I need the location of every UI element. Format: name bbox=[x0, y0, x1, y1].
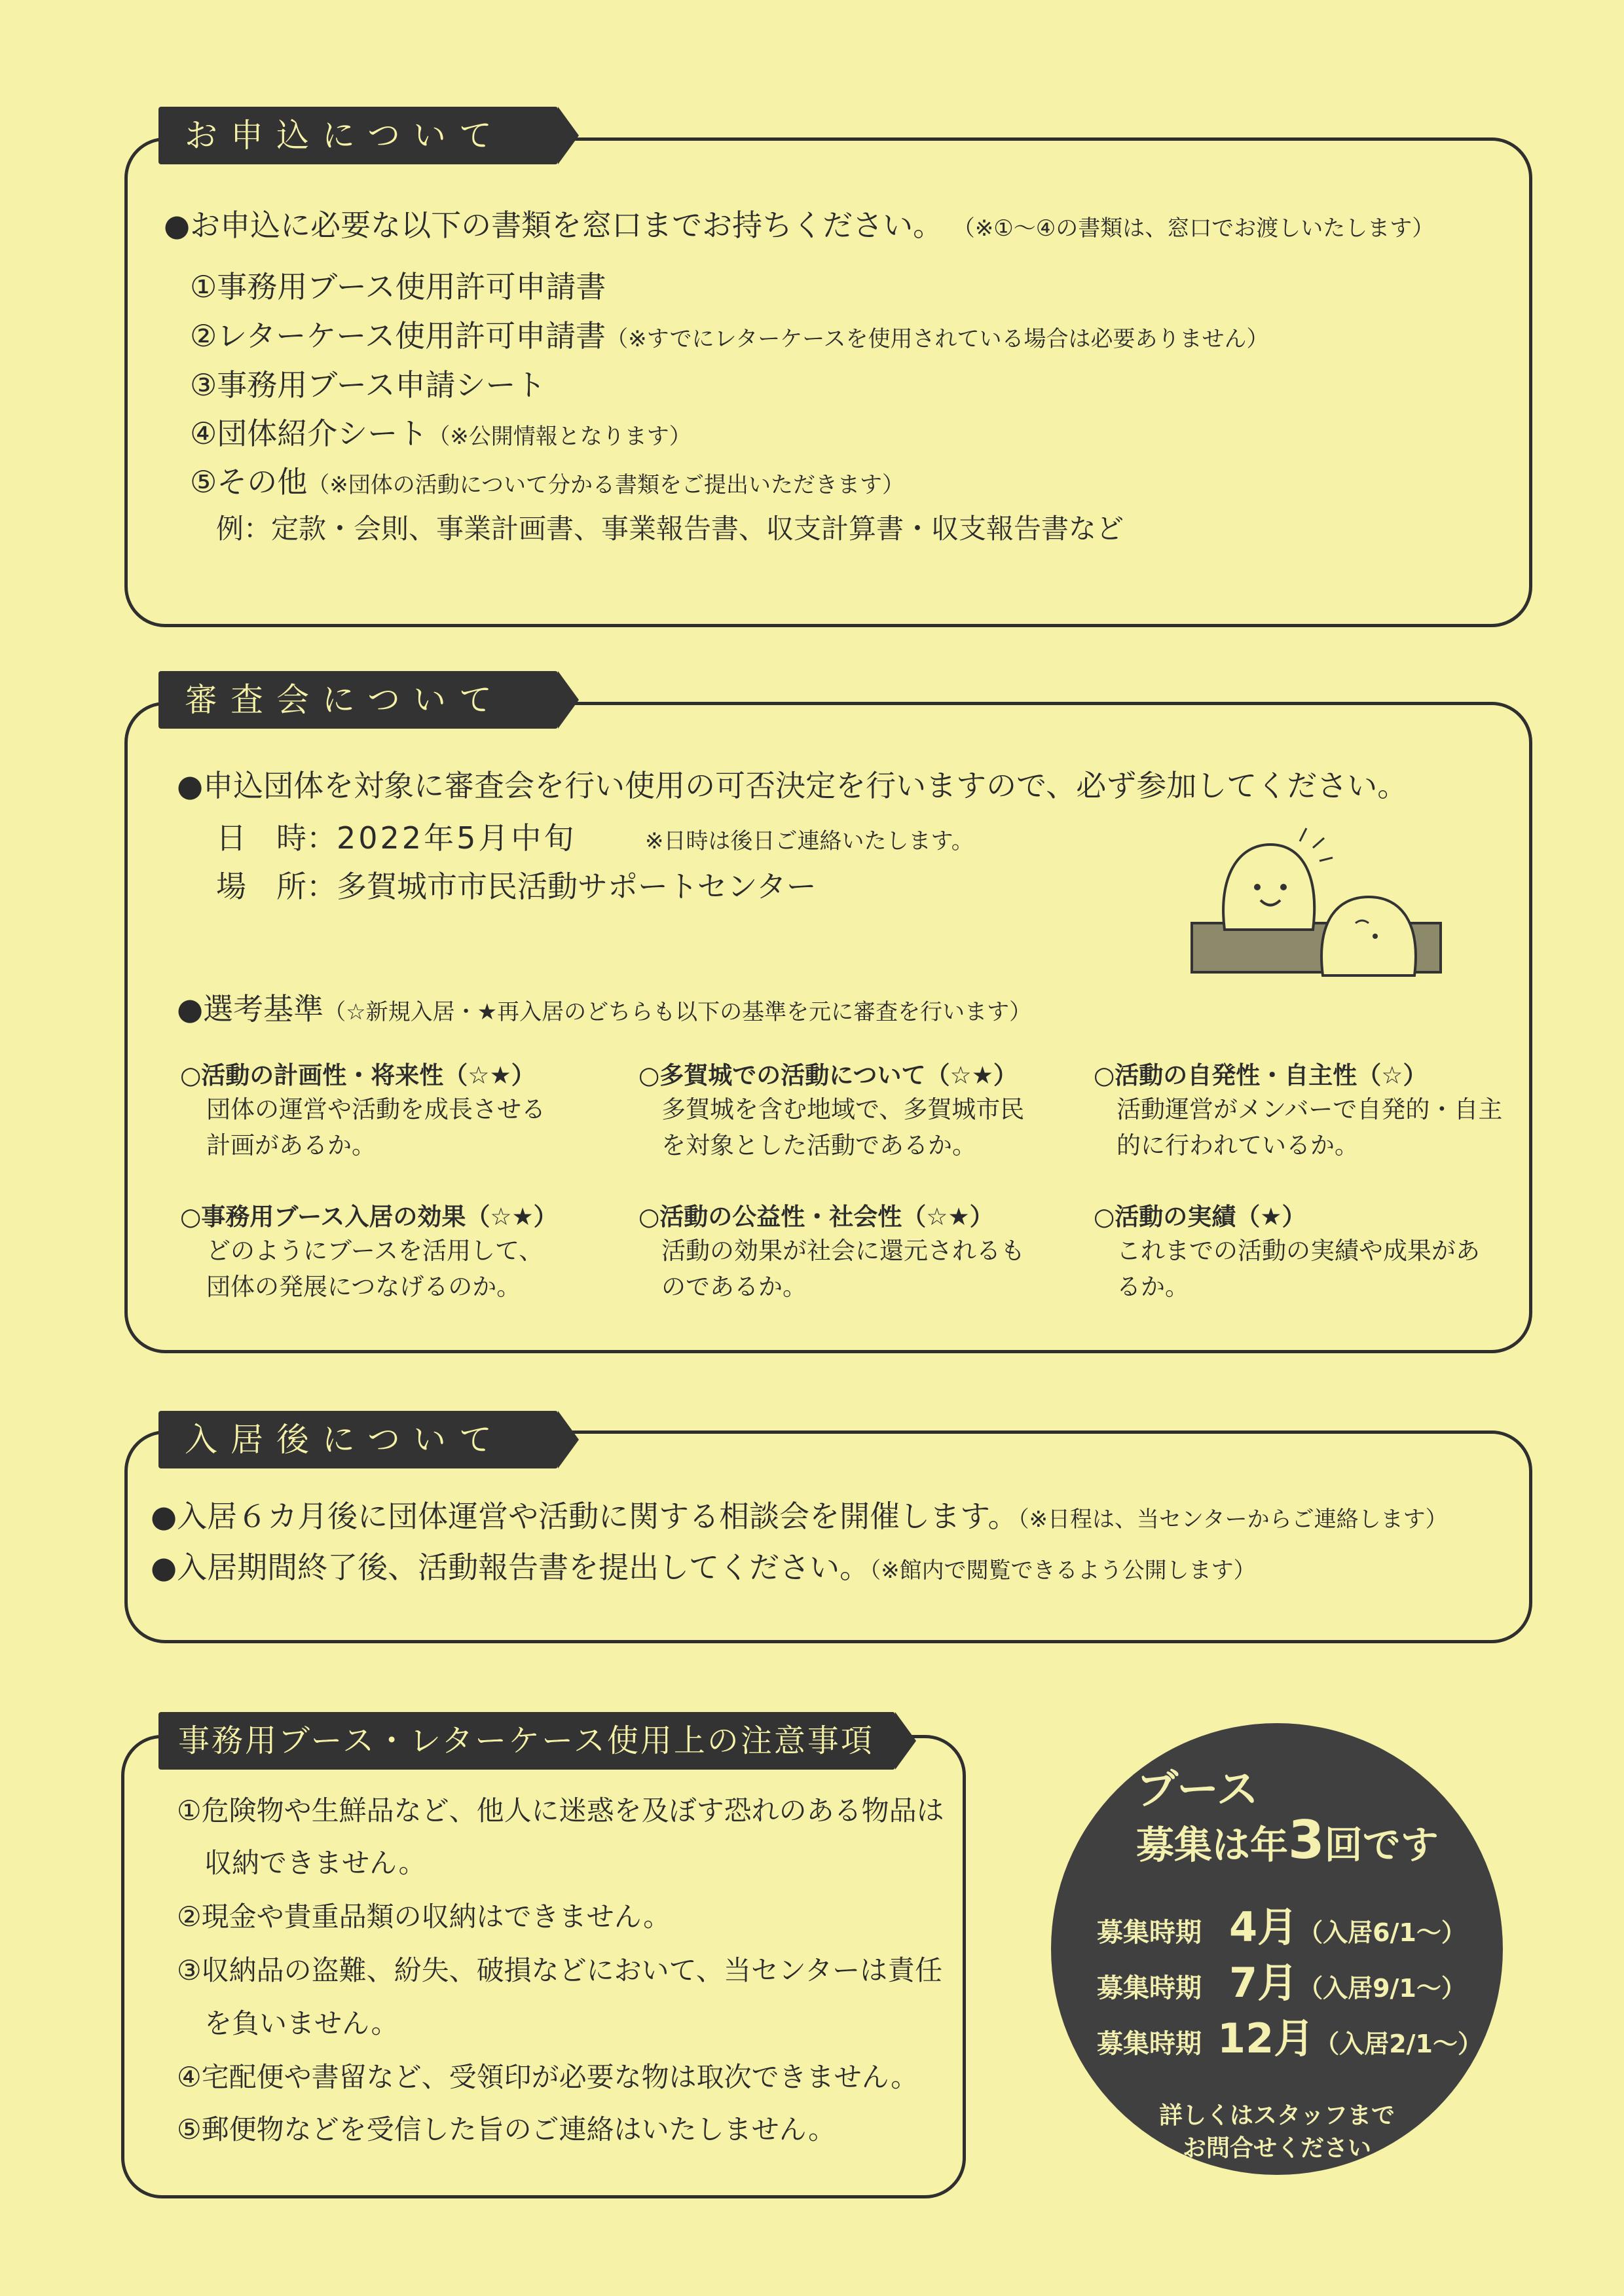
usage-note-line: 収納できません。 bbox=[204, 1847, 426, 1879]
badge-title: ブース bbox=[1136, 1766, 1259, 1814]
after-move-in-item: ●入居６カ月後に団体運営や活動に関する相談会を開催します。（※日程は、当センターからご連絡します） bbox=[151, 1499, 1448, 1534]
usage-note-line: を負いません。 bbox=[204, 2007, 399, 2039]
document-item: ③事務用ブース申請シート bbox=[190, 367, 546, 403]
criterion-body: 活動の効果が社会に還元されるものであるか。 bbox=[661, 1237, 1025, 1301]
usage-note-line: ③収納品の盗難、紛失、破損などにおいて、当センターは責任 bbox=[177, 1954, 943, 1986]
recruit-period-row: 募集時期 12月（入居2/1～） bbox=[1097, 2014, 1483, 2062]
badge-footer: 詳しくはスタッフまで お問合せください bbox=[1158, 2102, 1395, 2162]
document-item: ①事務用ブース使用許可申請書 bbox=[190, 269, 606, 304]
review-date: 日 時：2022年5月中旬 ※日時は後日ご連絡いたします。 bbox=[216, 820, 974, 856]
criterion-body: これまでの活動の実績や成果があるか。 bbox=[1116, 1237, 1480, 1301]
usage-notes-section-title: 事務用ブース・レターケース使用上の注意事項 bbox=[158, 1712, 895, 1770]
application-lead: ●お申込に必要な以下の書類を窓口までお持ちください。 （※①～④の書類は、窓口でお渡しいたします） bbox=[164, 208, 1435, 243]
recruit-period-row: 募集時期 7月（入居9/1～） bbox=[1097, 1959, 1466, 2007]
criterion-body: 団体の運営や活動を成長させる計画があるか。 bbox=[206, 1095, 545, 1159]
document-example: 例：定款・会則、事業計画書、事業報告書、収支計算書・収支報告書など bbox=[216, 513, 1124, 545]
badge-subtitle: 募集は年3回です bbox=[1136, 1810, 1439, 1870]
after-move-in-section-title: 入居後について bbox=[158, 1411, 558, 1468]
criterion-title: ○活動の自発性・自主性（☆） bbox=[1094, 1061, 1428, 1089]
recruit-period-row: 募集時期 4月（入居6/1～） bbox=[1097, 1903, 1466, 1951]
criterion-title: ○活動の計画性・将来性（☆★） bbox=[180, 1061, 536, 1089]
mascot-illustration bbox=[1179, 825, 1454, 982]
document-item: ⑤その他（※団体の活動について分かる書類をご提出いただきます） bbox=[190, 464, 905, 500]
review-place: 場 所：多賀城市市民活動サポートセンター bbox=[216, 869, 817, 904]
recruitment-badge bbox=[1051, 1723, 1503, 2175]
usage-note-line: ②現金や貴重品類の収納はできません。 bbox=[177, 1901, 671, 1933]
document-item: ②レターケース使用許可申請書（※すでにレターケースを使用されている場合は必要ありません） bbox=[190, 318, 1269, 354]
criterion-title: ○活動の公益性・社会性（☆★） bbox=[638, 1203, 994, 1231]
criterion-title: ○活動の実績（★） bbox=[1094, 1203, 1306, 1231]
criterion-body: 多賀城を含む地域で、多賀城市民を対象とした活動であるか。 bbox=[661, 1095, 1025, 1159]
review-section-title: 審査会について bbox=[158, 671, 558, 729]
criteria-lead: ●選考基準（☆新規入居・★再入居のどちらも以下の基準を元に審査を行います） bbox=[177, 991, 1032, 1027]
after-move-in-item: ●入居期間終了後、活動報告書を提出してください。（※館内で閲覧できるよう公開します） bbox=[151, 1550, 1256, 1585]
review-lead: ●申込団体を対象に審査会を行い使用の可否決定を行いますので、必ず参加してください。 bbox=[177, 768, 1408, 803]
criterion-body: 活動運営がメンバーで自発的・自主的に行われているか。 bbox=[1116, 1095, 1503, 1159]
usage-note-line: ⑤郵便物などを受信した旨のご連絡はいたしません。 bbox=[177, 2113, 836, 2145]
usage-note-line: ①危険物や生鮮品など、他人に迷惑を及ぼす恐れのある物品は bbox=[177, 1795, 944, 1827]
criterion-body: どのようにブースを活用して、団体の発展につなげるのか。 bbox=[206, 1237, 544, 1301]
document-item: ④団体紹介シート（※公開情報となります） bbox=[190, 416, 692, 451]
criterion-title: ○多賀城での活動について（☆★） bbox=[638, 1061, 1018, 1089]
usage-note-line: ④宅配便や書留など、受領印が必要な物は取次できません。 bbox=[177, 2061, 919, 2093]
criterion-title: ○事務用ブース入居の効果（☆★） bbox=[180, 1203, 558, 1231]
application-section-title: お申込について bbox=[158, 107, 558, 164]
